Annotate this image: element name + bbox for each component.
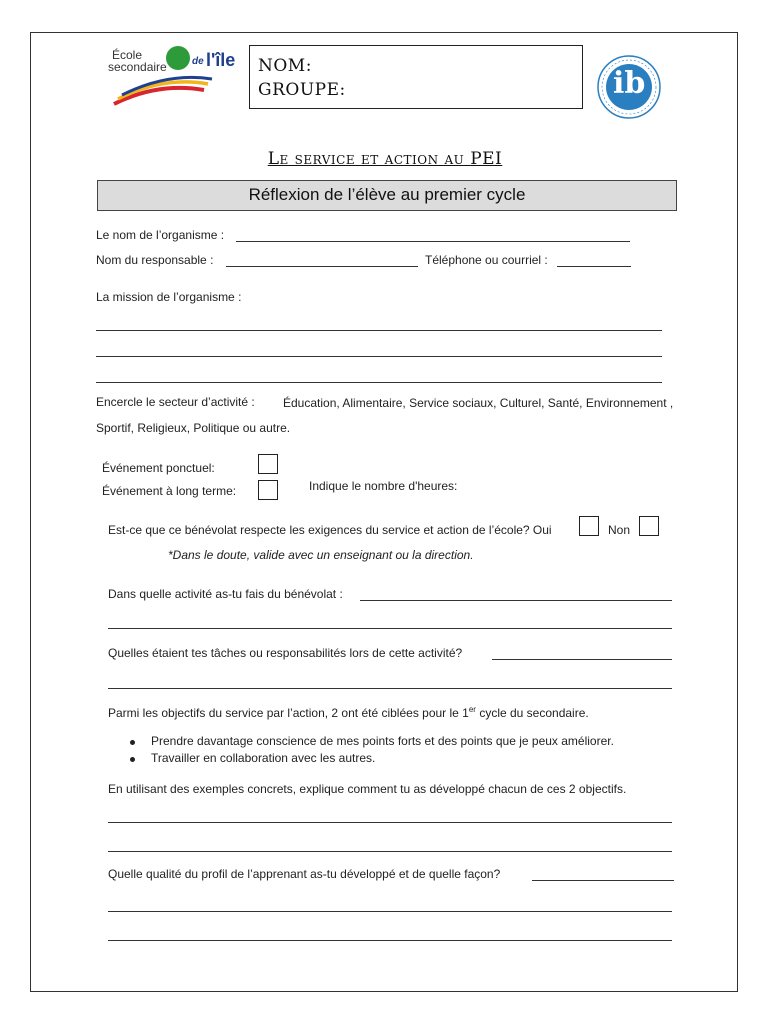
exigences-non-label: Non — [608, 523, 631, 537]
exemples-question: En utilisant des exemples concrets, explique comment tu as développé chacun de ces 2 objectifs. — [108, 782, 627, 796]
exigences-non-checkbox[interactable] — [639, 516, 659, 536]
school-logo-brand-de: de — [192, 56, 204, 67]
exemples-line-1[interactable] — [108, 822, 672, 823]
ib-logo-letters: ib — [613, 66, 646, 101]
bullet-dot-2 — [130, 757, 135, 762]
exigences-question: Est-ce que ce bénévolat respecte les exigences du service et action de l’école? Oui — [108, 523, 552, 537]
evenement-long-terme-checkbox[interactable] — [258, 480, 278, 500]
ib-logo — [596, 54, 662, 120]
exemples-line-2[interactable] — [108, 851, 672, 852]
page-title: Le service et action au PEI — [267, 149, 503, 169]
responsable-label: Nom du responsable : — [96, 253, 214, 267]
nom-groupe-box[interactable] — [249, 45, 583, 109]
activite-question: Dans quelle activité as-tu fais du bénévolat : — [108, 587, 343, 601]
groupe-label: GROUPE: — [258, 80, 346, 100]
school-logo-line2: secondaire — [108, 60, 167, 74]
objectifs-text — [108, 705, 589, 720]
evenement-long-terme-label: Événement à long terme: — [102, 484, 237, 498]
responsable-field[interactable] — [226, 266, 418, 267]
objectifs-pre: Parmi les objectifs du service par l’action, 2 ont été ciblées pour le 1 — [108, 706, 469, 720]
exigences-note: *Dans le doute, valide avec un enseignant ou la direction. — [168, 548, 474, 562]
objectifs-post: cycle du secondaire. — [475, 706, 589, 720]
heures-label: Indique le nombre d'heures: — [309, 479, 458, 493]
page-subtitle: Réflexion de l’élève au premier cycle — [97, 180, 677, 211]
evenement-ponctuel-label: Événement ponctuel: — [102, 461, 215, 475]
secteur-label: Encercle le secteur d’activité : — [96, 395, 255, 409]
taches-line-2[interactable] — [108, 688, 672, 689]
profil-line-3[interactable] — [108, 940, 672, 941]
profil-line-2[interactable] — [108, 911, 672, 912]
mission-label: La mission de l’organisme : — [96, 290, 242, 304]
school-logo-brand-name: l'île — [206, 50, 236, 70]
page-frame — [30, 32, 738, 992]
organisme-field[interactable] — [236, 241, 630, 242]
exigences-oui-checkbox[interactable] — [579, 516, 599, 536]
school-logo-line1: École — [112, 48, 143, 62]
taches-field[interactable] — [492, 659, 672, 660]
objectif-bullet-1: Prendre davantage conscience de mes points forts et des points que je peux améliorer. — [151, 734, 614, 748]
nom-label: NOM: — [258, 56, 312, 76]
mission-line-2[interactable] — [96, 356, 662, 357]
secteur-options-line2[interactable]: Sportif, Religieux, Politique ou autre. — [96, 421, 291, 435]
bullet-dot-1 — [130, 740, 135, 745]
objectifs-sup: er — [468, 705, 476, 714]
profil-question: Quelle qualité du profil de l’apprenant as-tu développé et de quelle façon? — [108, 867, 501, 881]
activite-line-2[interactable] — [108, 628, 672, 629]
activite-field[interactable] — [360, 600, 672, 601]
profil-field[interactable] — [532, 880, 674, 881]
organisme-label: Le nom de l’organisme : — [96, 228, 225, 242]
taches-question: Quelles étaient tes tâches ou responsabilités lors de cette activité? — [108, 646, 463, 660]
secteur-options-line1[interactable]: Éducation, Alimentaire, Service sociaux, Culturel, Santé, Environnement , — [283, 396, 674, 410]
objectif-bullet-2: Travailler en collaboration avec les autres. — [151, 751, 376, 765]
evenement-ponctuel-checkbox[interactable] — [258, 454, 278, 474]
telephone-field[interactable] — [557, 266, 631, 267]
telephone-label: Téléphone ou courriel : — [425, 253, 548, 267]
mission-line-1[interactable] — [96, 330, 662, 331]
school-logo — [108, 44, 248, 110]
mission-line-3[interactable] — [96, 382, 662, 383]
